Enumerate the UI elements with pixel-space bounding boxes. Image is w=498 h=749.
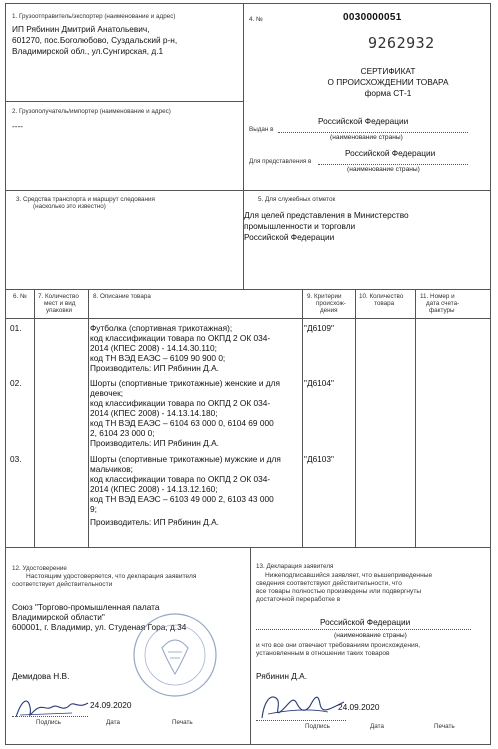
item-1-line-3: 2014 (КПЕС 2008) - 14.14.30.110; <box>90 343 217 353</box>
handwritten-number: 9262932 <box>368 34 435 52</box>
box12-org-line-2: Владимирской области" <box>12 612 105 622</box>
item-2-line-4: 2014 (КПЕС 2008) - 14.13.14.180; <box>90 408 218 418</box>
item-2-line-6: 2, 6104 23 000 0; <box>90 428 155 438</box>
item-3-criterion: "Д6103" <box>304 454 334 464</box>
header-col-11-line3: фактуры <box>429 307 455 314</box>
box5-line-1: Для целей представления в Министерство <box>244 210 409 220</box>
box1-line-2: 601270, пос.Боголюбово, Суздальский р-н, <box>12 35 178 45</box>
issued-country: Российской Федерации <box>318 116 409 126</box>
col-divider-10 <box>355 289 356 547</box>
header-col-10-line2: товара <box>374 300 395 307</box>
divider-bottom-vertical <box>250 547 251 744</box>
box5-line-2: промышленности и торговли <box>244 221 356 231</box>
box13-date: 24.09.2020 <box>338 702 380 712</box>
header-col-7-line3: упаковки <box>46 307 73 314</box>
box3-sublabel: (насколько это известно) <box>33 203 106 210</box>
header-col-9-line2: происхож- <box>316 300 346 307</box>
item-1-line-1: Футболка (спортивная трикотажная); <box>90 323 233 333</box>
box12-signature-line <box>12 716 88 717</box>
certificate-title: СЕРТИФИКАТ <box>360 66 416 76</box>
item-3-line-2: мальчиков; <box>90 464 133 474</box>
divider-box2-box3 <box>5 190 491 191</box>
box3-label: 3. Средства транспорта и маршрут следования <box>16 196 155 203</box>
header-col-6: 6. № <box>13 293 27 300</box>
col-divider-8 <box>88 289 89 547</box>
item-1-criterion: "Д6109" <box>304 323 334 333</box>
header-col-10-line1: 10. Количество <box>359 293 404 300</box>
box1-label: 1. Грузоотправитель/экспортер (наименование и адрес) <box>12 13 176 20</box>
item-3-line-7: Производитель: ИП Рябинин Д.А. <box>90 517 219 527</box>
item-1-line-5: Производитель: ИП Рябинин Д.А. <box>90 363 219 373</box>
box13-footer-stamp: Печать <box>434 723 455 730</box>
present-label: Для представления в <box>249 158 312 165</box>
box13-line-4: достаточной переработке в <box>256 596 341 603</box>
box13-line-2: сведения соответствуют действительности, что <box>256 580 402 587</box>
item-2-line-1: Шорты (спортивные трикотажные) женские и для <box>90 378 280 388</box>
divider-table-bottom <box>5 547 491 548</box>
box4-label: 4. № <box>249 16 263 23</box>
item-1-number: 01. <box>10 323 22 333</box>
issued-underline <box>278 132 468 133</box>
box13-country-hint: (наименование страны) <box>334 632 407 639</box>
item-3-number: 03. <box>10 454 22 464</box>
box13-signature-line <box>256 720 346 721</box>
item-3-line-4: 2014 (КПЕС 2008) - 14.13.12.160; <box>90 484 218 494</box>
box2-label: 2. Грузополучатель/импортер (наименование и адрес) <box>12 108 171 115</box>
item-2-line-2: девочек; <box>90 388 124 398</box>
item-2-number: 02. <box>10 378 22 388</box>
certificate-subtitle: О ПРОИСХОЖДЕНИИ ТОВАРА <box>327 77 449 87</box>
header-col-8: 8. Описание товара <box>93 293 151 300</box>
item-3-line-6: 9; <box>90 504 97 514</box>
frame-right <box>490 3 491 745</box>
present-underline <box>318 164 468 165</box>
box12-cert-line-1: Настоящим удостоверяется, что декларация заявителя <box>26 573 197 580</box>
box5-label: 5. Для служебных отметок <box>258 196 336 203</box>
box13-line-1: Нижеподписавшийся заявляет, что вышеприведенные <box>265 572 433 579</box>
box13-footer-signature: Подпись <box>305 723 330 730</box>
box13-label: 13. Декларация заявителя <box>256 563 334 570</box>
item-2-line-3: код классификации товара по ОКПД 2 ОК 034- <box>90 398 271 408</box>
item-3-line-1: Шорты (спортивные трикотажные) мужские и для <box>90 454 281 464</box>
box12-footer-date: Дата <box>106 719 120 726</box>
item-2-line-7: Производитель: ИП Рябинин Д.А. <box>90 438 219 448</box>
chamber-stamp <box>132 612 218 698</box>
box13-country: Российской Федерации <box>320 617 411 627</box>
divider-top-vertical <box>243 3 244 290</box>
col-divider-9 <box>302 289 303 547</box>
box13-signer: Рябинин Д.А. <box>256 671 308 681</box>
header-col-11-line1: 11. Номер и <box>420 293 455 300</box>
item-2-line-5: код ТН ВЭД ЕАЭС – 6104 63 000 0, 6104 69 000 <box>90 418 274 428</box>
box12-date: 24.09.2020 <box>90 700 132 710</box>
col-divider-7 <box>34 289 35 547</box>
col-divider-11 <box>415 289 416 547</box>
header-col-9-line3: дения <box>320 307 338 314</box>
box12-org-line-1: Союз "Торгово-промышленная палата <box>12 602 160 612</box>
box12-signer: Демидова Н.В. <box>12 671 70 681</box>
box13-after-line-1: и что все они отвечают требованиям происхождения, <box>256 642 421 649</box>
frame-left <box>5 3 6 745</box>
box13-line-3: все товары полностью произведены или подвергнуты <box>256 588 422 595</box>
issued-label: Выдан в <box>249 126 274 133</box>
present-country-hint: (наименование страны) <box>347 166 420 173</box>
present-country: Российской Федерации <box>345 148 436 158</box>
box12-label: 12. Удостоверение <box>12 565 67 572</box>
box12-footer-stamp: Печать <box>172 719 193 726</box>
issued-country-hint: (наименование страны) <box>330 134 403 141</box>
box13-footer-date: Дата <box>370 723 384 730</box>
item-3-line-5: код ТН ВЭД ЕАЭС – 6103 49 000 2, 6103 43 000 <box>90 494 274 504</box>
frame-bottom <box>5 744 491 745</box>
box12-footer-signature: Подпись <box>36 719 61 726</box>
form-name: форма СТ-1 <box>364 88 412 98</box>
header-col-7-line1: 7. Количество <box>38 293 79 300</box>
box13-after-line-2: установленным в отношении таких товаров <box>256 650 390 657</box>
box5-line-3: Российской Федерации <box>244 232 335 242</box>
header-col-11-line2: дата счета- <box>426 300 460 307</box>
box1-line-3: Владимирской обл., ул.Сунгирская, д.1 <box>12 46 164 56</box>
box1-line-1: ИП Рябинин Дмитрий Анатольевич, <box>12 24 150 34</box>
item-1-line-2: код классификации товара по ОКПД 2 ОК 034- <box>90 333 271 343</box>
certificate-number: 0030000051 <box>343 12 402 23</box>
item-3-line-3: код классификации товара по ОКПД 2 ОК 034- <box>90 474 271 484</box>
frame-top <box>5 3 491 4</box>
item-1-line-4: код ТН ВЭД ЕАЭС – 6109 90 900 0; <box>90 353 226 363</box>
header-col-7-line2: мест и вид <box>44 300 76 307</box>
box13-country-underline <box>256 629 471 630</box>
box2-value: ---- <box>12 121 24 131</box>
header-col-9-line1: 9. Критерии <box>307 293 342 300</box>
divider-box1-box2 <box>5 101 243 102</box>
divider-table-header <box>5 318 491 319</box>
item-2-criterion: "Д6104" <box>304 378 334 388</box>
divider-table-top <box>5 289 491 290</box>
box12-org-line-3: 600001, г. Владимир, ул. Студеная Гора, д.34 <box>12 622 187 632</box>
box12-cert-line-2: соответствует действительности <box>12 581 113 588</box>
